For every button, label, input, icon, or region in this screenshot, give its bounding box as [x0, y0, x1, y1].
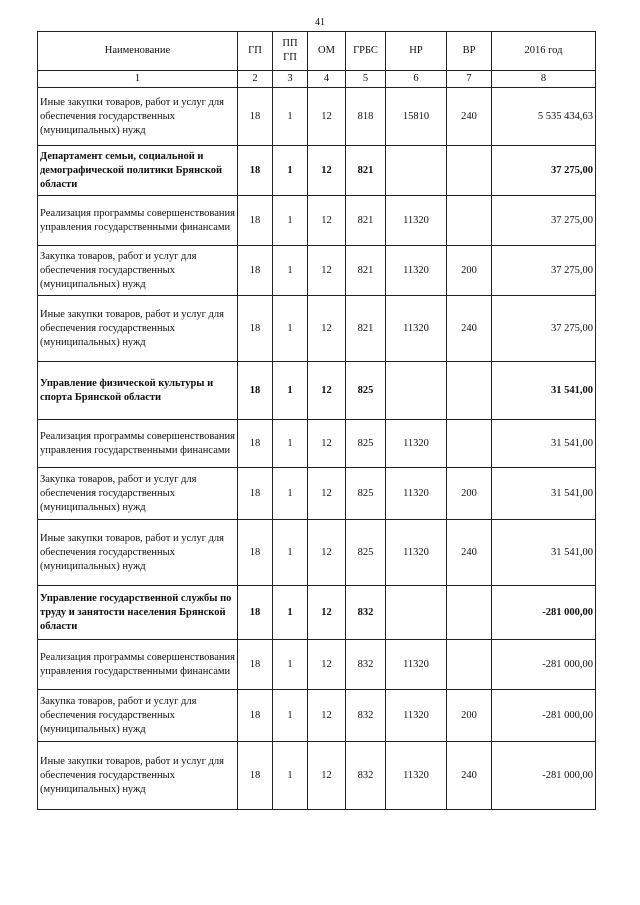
row-grbs: 832 [346, 742, 386, 810]
row-name: Реализация программы совершенствования управления государственными финансами [38, 196, 238, 246]
row-amount: -281 000,00 [492, 742, 596, 810]
row-om: 12 [308, 690, 346, 742]
row-gp: 18 [238, 196, 273, 246]
row-vr: 200 [447, 468, 492, 520]
page-number: 41 [315, 17, 325, 28]
row-om: 12 [308, 468, 346, 520]
row-nr: 11320 [386, 468, 447, 520]
row-grbs: 821 [346, 196, 386, 246]
row-amount: 31 541,00 [492, 362, 596, 420]
table-row [38, 88, 596, 146]
row-om: 12 [308, 640, 346, 690]
row-ppgp: 1 [273, 742, 308, 810]
row-ppgp: 1 [273, 690, 308, 742]
row-om: 12 [308, 246, 346, 296]
row-vr: 240 [447, 742, 492, 810]
row-gp: 18 [238, 296, 273, 362]
row-grbs: 825 [346, 362, 386, 420]
row-om: 12 [308, 146, 346, 196]
table-row [38, 196, 596, 246]
table-row [38, 468, 596, 520]
row-grbs: 825 [346, 520, 386, 586]
table-body [38, 88, 596, 810]
row-ppgp: 1 [273, 586, 308, 640]
row-amount: -281 000,00 [492, 690, 596, 742]
column-number: 6 [386, 71, 447, 88]
row-vr: 240 [447, 88, 492, 146]
row-vr [447, 640, 492, 690]
row-grbs: 818 [346, 88, 386, 146]
row-nr: 11320 [386, 296, 447, 362]
row-om: 12 [308, 420, 346, 468]
row-amount: 37 275,00 [492, 246, 596, 296]
row-grbs: 821 [346, 146, 386, 196]
row-grbs: 825 [346, 468, 386, 520]
table-row [38, 246, 596, 296]
column-header-vr: ВР [447, 32, 492, 71]
column-header-ppgp: ПП ГП [273, 32, 308, 71]
row-om: 12 [308, 296, 346, 362]
row-amount: 31 541,00 [492, 520, 596, 586]
row-ppgp: 1 [273, 640, 308, 690]
row-amount: 31 541,00 [492, 468, 596, 520]
row-vr [447, 420, 492, 468]
row-om: 12 [308, 586, 346, 640]
table-row [38, 586, 596, 640]
row-grbs: 832 [346, 586, 386, 640]
column-number: 4 [308, 71, 346, 88]
row-vr [447, 362, 492, 420]
row-amount: 37 275,00 [492, 146, 596, 196]
column-number: 8 [492, 71, 596, 88]
column-header-year: 2016 год [492, 32, 596, 71]
row-name: Иные закупки товаров, работ и услуг для обеспечения государственных (муниципальных) нужд [38, 88, 238, 146]
row-nr: 11320 [386, 520, 447, 586]
row-gp: 18 [238, 690, 273, 742]
column-header-gp: ГП [238, 32, 273, 71]
row-gp: 18 [238, 468, 273, 520]
row-nr: 11320 [386, 690, 447, 742]
row-vr [447, 146, 492, 196]
row-om: 12 [308, 520, 346, 586]
row-vr: 240 [447, 296, 492, 362]
row-vr: 240 [447, 520, 492, 586]
row-name: Реализация программы совершенствования управления государственными финансами [38, 640, 238, 690]
table-row [38, 146, 596, 196]
row-name: Департамент семьи, социальной и демографической политики Брянской области [38, 146, 238, 196]
row-om: 12 [308, 88, 346, 146]
row-grbs: 821 [346, 296, 386, 362]
row-om: 12 [308, 196, 346, 246]
row-ppgp: 1 [273, 520, 308, 586]
row-nr: 11320 [386, 742, 447, 810]
column-number: 1 [38, 71, 238, 88]
row-nr [386, 586, 447, 640]
row-ppgp: 1 [273, 296, 308, 362]
row-ppgp: 1 [273, 246, 308, 296]
row-gp: 18 [238, 88, 273, 146]
row-amount: 37 275,00 [492, 296, 596, 362]
table-row [38, 640, 596, 690]
row-grbs: 832 [346, 690, 386, 742]
row-gp: 18 [238, 420, 273, 468]
row-amount: -281 000,00 [492, 586, 596, 640]
header-row [38, 32, 596, 71]
column-number: 5 [346, 71, 386, 88]
column-number-row [38, 71, 596, 88]
row-ppgp: 1 [273, 146, 308, 196]
column-header-om: ОМ [308, 32, 346, 71]
table-row [38, 690, 596, 742]
row-ppgp: 1 [273, 362, 308, 420]
table-row [38, 520, 596, 586]
row-name: Закупка товаров, работ и услуг для обеспечения государственных (муниципальных) нужд [38, 690, 238, 742]
table-row [38, 362, 596, 420]
row-grbs: 821 [346, 246, 386, 296]
row-name: Реализация программы совершенствования управления государственными финансами [38, 420, 238, 468]
row-nr: 15810 [386, 88, 447, 146]
row-amount: 5 535 434,63 [492, 88, 596, 146]
column-header-grbs: ГРБС [346, 32, 386, 71]
table-row [38, 742, 596, 810]
row-nr: 11320 [386, 196, 447, 246]
row-nr: 11320 [386, 246, 447, 296]
row-name: Иные закупки товаров, работ и услуг для обеспечения государственных (муниципальных) нужд [38, 520, 238, 586]
table-row [38, 420, 596, 468]
column-number: 3 [273, 71, 308, 88]
row-ppgp: 1 [273, 88, 308, 146]
row-gp: 18 [238, 246, 273, 296]
row-om: 12 [308, 742, 346, 810]
budget-table [37, 31, 596, 810]
row-grbs: 825 [346, 420, 386, 468]
column-header-name: Наименование [38, 32, 238, 71]
column-header-nr: НР [386, 32, 447, 71]
row-ppgp: 1 [273, 196, 308, 246]
row-nr: 11320 [386, 640, 447, 690]
row-gp: 18 [238, 742, 273, 810]
row-name: Управление физической культуры и спорта Брянской области [38, 362, 238, 420]
row-name: Закупка товаров, работ и услуг для обеспечения государственных (муниципальных) нужд [38, 246, 238, 296]
row-name: Закупка товаров, работ и услуг для обеспечения государственных (муниципальных) нужд [38, 468, 238, 520]
table-row [38, 296, 596, 362]
row-amount: -281 000,00 [492, 640, 596, 690]
row-vr [447, 586, 492, 640]
row-vr [447, 196, 492, 246]
row-ppgp: 1 [273, 420, 308, 468]
row-vr: 200 [447, 246, 492, 296]
column-number: 7 [447, 71, 492, 88]
row-name: Управление государственной службы по труду и занятости населения Брянской области [38, 586, 238, 640]
row-gp: 18 [238, 362, 273, 420]
row-gp: 18 [238, 520, 273, 586]
row-gp: 18 [238, 146, 273, 196]
row-amount: 37 275,00 [492, 196, 596, 246]
row-nr: 11320 [386, 420, 447, 468]
row-om: 12 [308, 362, 346, 420]
row-amount: 31 541,00 [492, 420, 596, 468]
row-gp: 18 [238, 640, 273, 690]
row-ppgp: 1 [273, 468, 308, 520]
row-name: Иные закупки товаров, работ и услуг для обеспечения государственных (муниципальных) нужд [38, 296, 238, 362]
row-nr [386, 362, 447, 420]
row-nr [386, 146, 447, 196]
row-gp: 18 [238, 586, 273, 640]
row-name: Иные закупки товаров, работ и услуг для обеспечения государственных (муниципальных) нужд [38, 742, 238, 810]
column-number: 2 [238, 71, 273, 88]
row-grbs: 832 [346, 640, 386, 690]
row-vr: 200 [447, 690, 492, 742]
